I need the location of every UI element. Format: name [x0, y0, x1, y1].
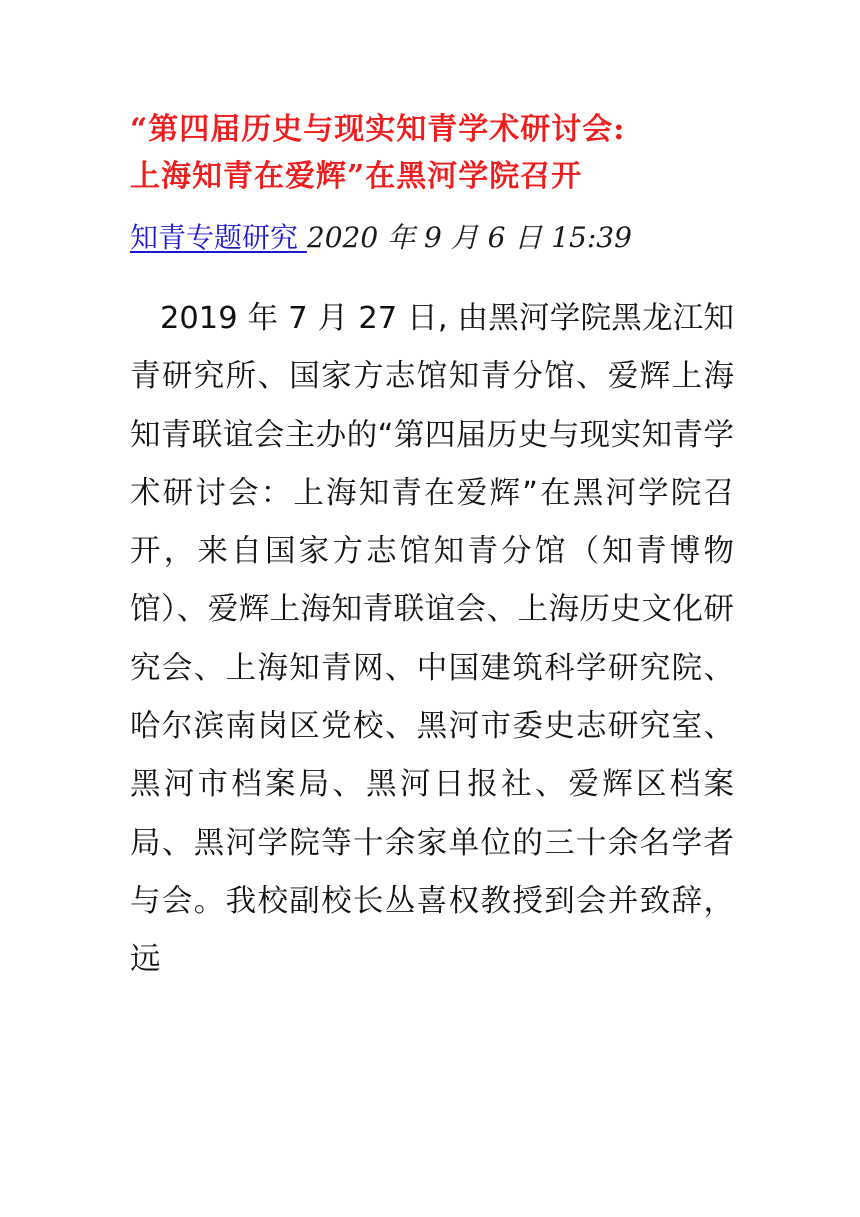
source-link[interactable]: 知青专题研究 [130, 221, 307, 254]
article-title [130, 106, 750, 200]
article-paragraph: 2019 年 7 月 27 日, 由黑河学院黑龙江知青研究所、国家方志馆知青分馆、爱辉上海知青联谊会主办的“第四届历史与现实知青学术研讨会：上海知青在爱辉”在黑河学院召开，来自国家方志馆知青分馆（知青博物馆）、爱辉上海知青联谊会、上海历史文化研究会、上海知青网、中国建筑科学研究院、哈尔滨南岗区党校、黑河市委史志研究室、黑河市档案局、黑河日报社、爱辉区档案局、黑河学院等十余家单位的三十余名学者与会。我校副校长丛喜权教授到会并致辞，远 [130, 301, 734, 978]
byline [130, 214, 750, 262]
title-line-2: 上海知青在爱辉”在黑河学院召开 [130, 159, 583, 194]
publish-date: 2020 年 9 月 6 日 15:39 [306, 221, 632, 254]
title-line-1: “第四届历史与现实知青学术研讨会: [130, 112, 626, 147]
